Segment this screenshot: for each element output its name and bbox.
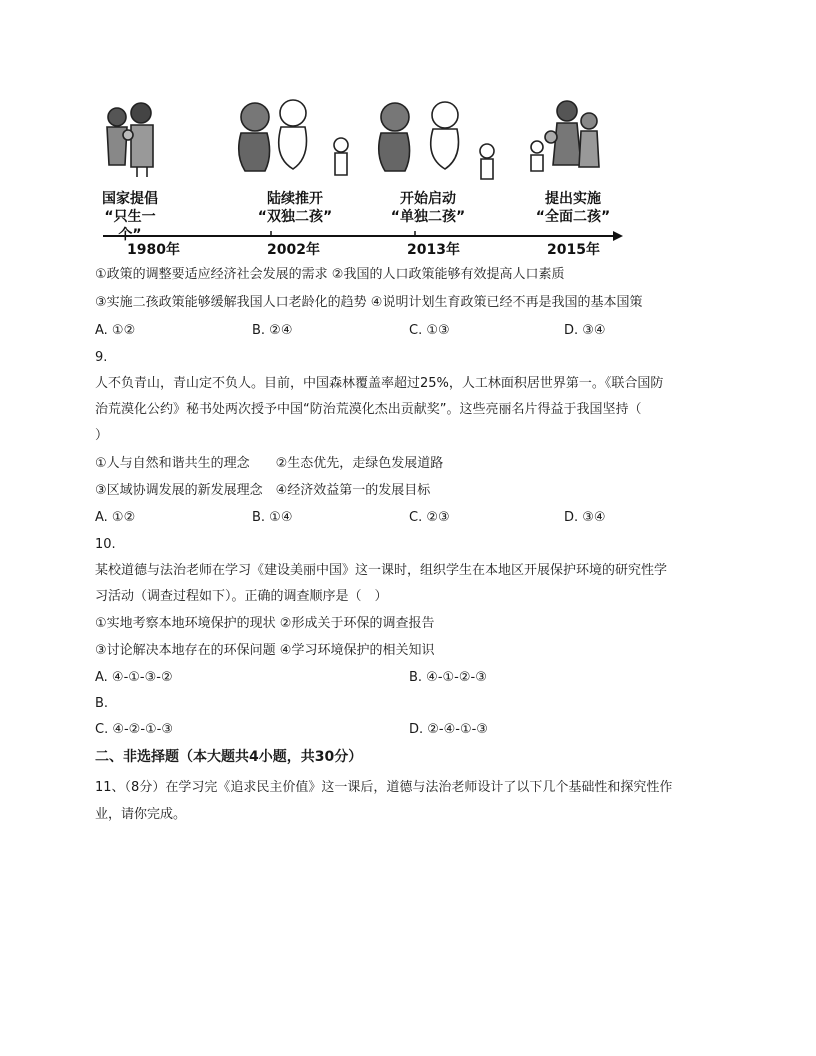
q8-option-d[interactable]: D. ③④ xyxy=(564,323,606,338)
year-2015: 2015年 xyxy=(547,242,600,258)
q10-stem-line-2: 习活动（调查过程如下）。正确的调查顺序是（ ） xyxy=(95,589,388,604)
timeline-arrowhead xyxy=(613,231,623,241)
q10-stem-line-1: 某校道德与法治老师在学习《建设美丽中国》这一课时，组织学生在本地区开展保护环境的研究性学 xyxy=(95,563,668,578)
year-2013: 2013年 xyxy=(407,242,460,258)
q11-line-2: 业，请你完成。 xyxy=(95,807,187,822)
q9-statement-line-2: ③区域协调发展的新发展理念 ④经济效益第一的发展目标 xyxy=(95,483,431,498)
q10-statement-line-2: ③讨论解决本地存在的环保问题 ④学习环境保护的相关知识 xyxy=(95,643,435,658)
q8-statement-line-2: ③实施二孩政策能够缓解我国人口老龄化的趋势 ④说明计划生育政策已经不再是我国的基本国策 xyxy=(95,295,643,310)
family-single-only-child-icon xyxy=(379,102,494,179)
year-1980: 1980年 xyxy=(127,242,180,258)
q10-option-b[interactable]: B. xyxy=(95,696,109,711)
q9-stem-line-1: 人不负青山，青山定不负人。目前，中国森林覆盖率超过25%，人工林面积居世界第一。《联合国防 xyxy=(95,376,664,391)
q9-option-d[interactable]: D. ③④ xyxy=(564,510,606,525)
family-one-child-icon xyxy=(107,103,153,177)
q9-stem-line-2: 治荒漠化公约》秘书处两次授予中国“防治荒漠化杰出贡献奖”。这些亮丽名片得益于我国坚持（ xyxy=(95,402,642,417)
q10-statement-line-1: ①实地考察本地环境保护的现状 ②形成关于环保的调查报告 xyxy=(95,616,435,631)
q8-option-b[interactable]: B. ②④ xyxy=(252,323,293,338)
q9-number: 9. xyxy=(95,350,108,365)
q8-option-c[interactable]: C. ①③ xyxy=(409,323,450,338)
policy-timeline-figure xyxy=(95,95,625,265)
q8-option-a[interactable]: A. ①② xyxy=(95,323,136,338)
q9-option-a[interactable]: A. ①② xyxy=(95,510,136,525)
caption-2013: 开始启动 “单独二孩” xyxy=(390,191,466,225)
q9-option-c[interactable]: C. ②③ xyxy=(409,510,450,525)
q10-option-d[interactable]: D. ②-④-①-③ xyxy=(409,722,488,737)
q11-line-1: 11、（8分）在学习完《追求民主价值》这一课后，道德与法治老师设计了以下几个基础性和探究性作 xyxy=(95,780,673,795)
caption-2015: 提出实施 “全面二孩” xyxy=(535,191,611,225)
caption-2002: 陆续推开 “双独二孩” xyxy=(257,191,333,225)
q9-statement-line-1: ①人与自然和谐共生的理念 ②生态优先，走绿色发展道路 xyxy=(95,456,444,471)
section-two-heading: 二、非选择题（本大题共4小题，共30分） xyxy=(95,749,363,765)
q10-option-c[interactable]: C. ④-②-①-③ xyxy=(95,722,174,737)
q8-statement-line-1: ①政策的调整要适应经济社会发展的需求 ②我国的人口政策能够有效提高人口素质 xyxy=(95,267,565,282)
q10-option-b-right[interactable]: B. ④-①-②-③ xyxy=(409,670,487,685)
q9-option-b[interactable]: B. ①④ xyxy=(252,510,293,525)
q10-number: 10. xyxy=(95,537,116,552)
family-two-children-icon xyxy=(531,101,599,171)
caption-1980: 国家提倡 “只生一个” xyxy=(102,191,158,243)
family-two-only-children-icon xyxy=(239,100,348,175)
q9-stem-line-3: ） xyxy=(95,428,109,443)
year-2002: 2002年 xyxy=(267,242,320,258)
q10-option-a[interactable]: A. ④-①-③-② xyxy=(95,670,173,685)
